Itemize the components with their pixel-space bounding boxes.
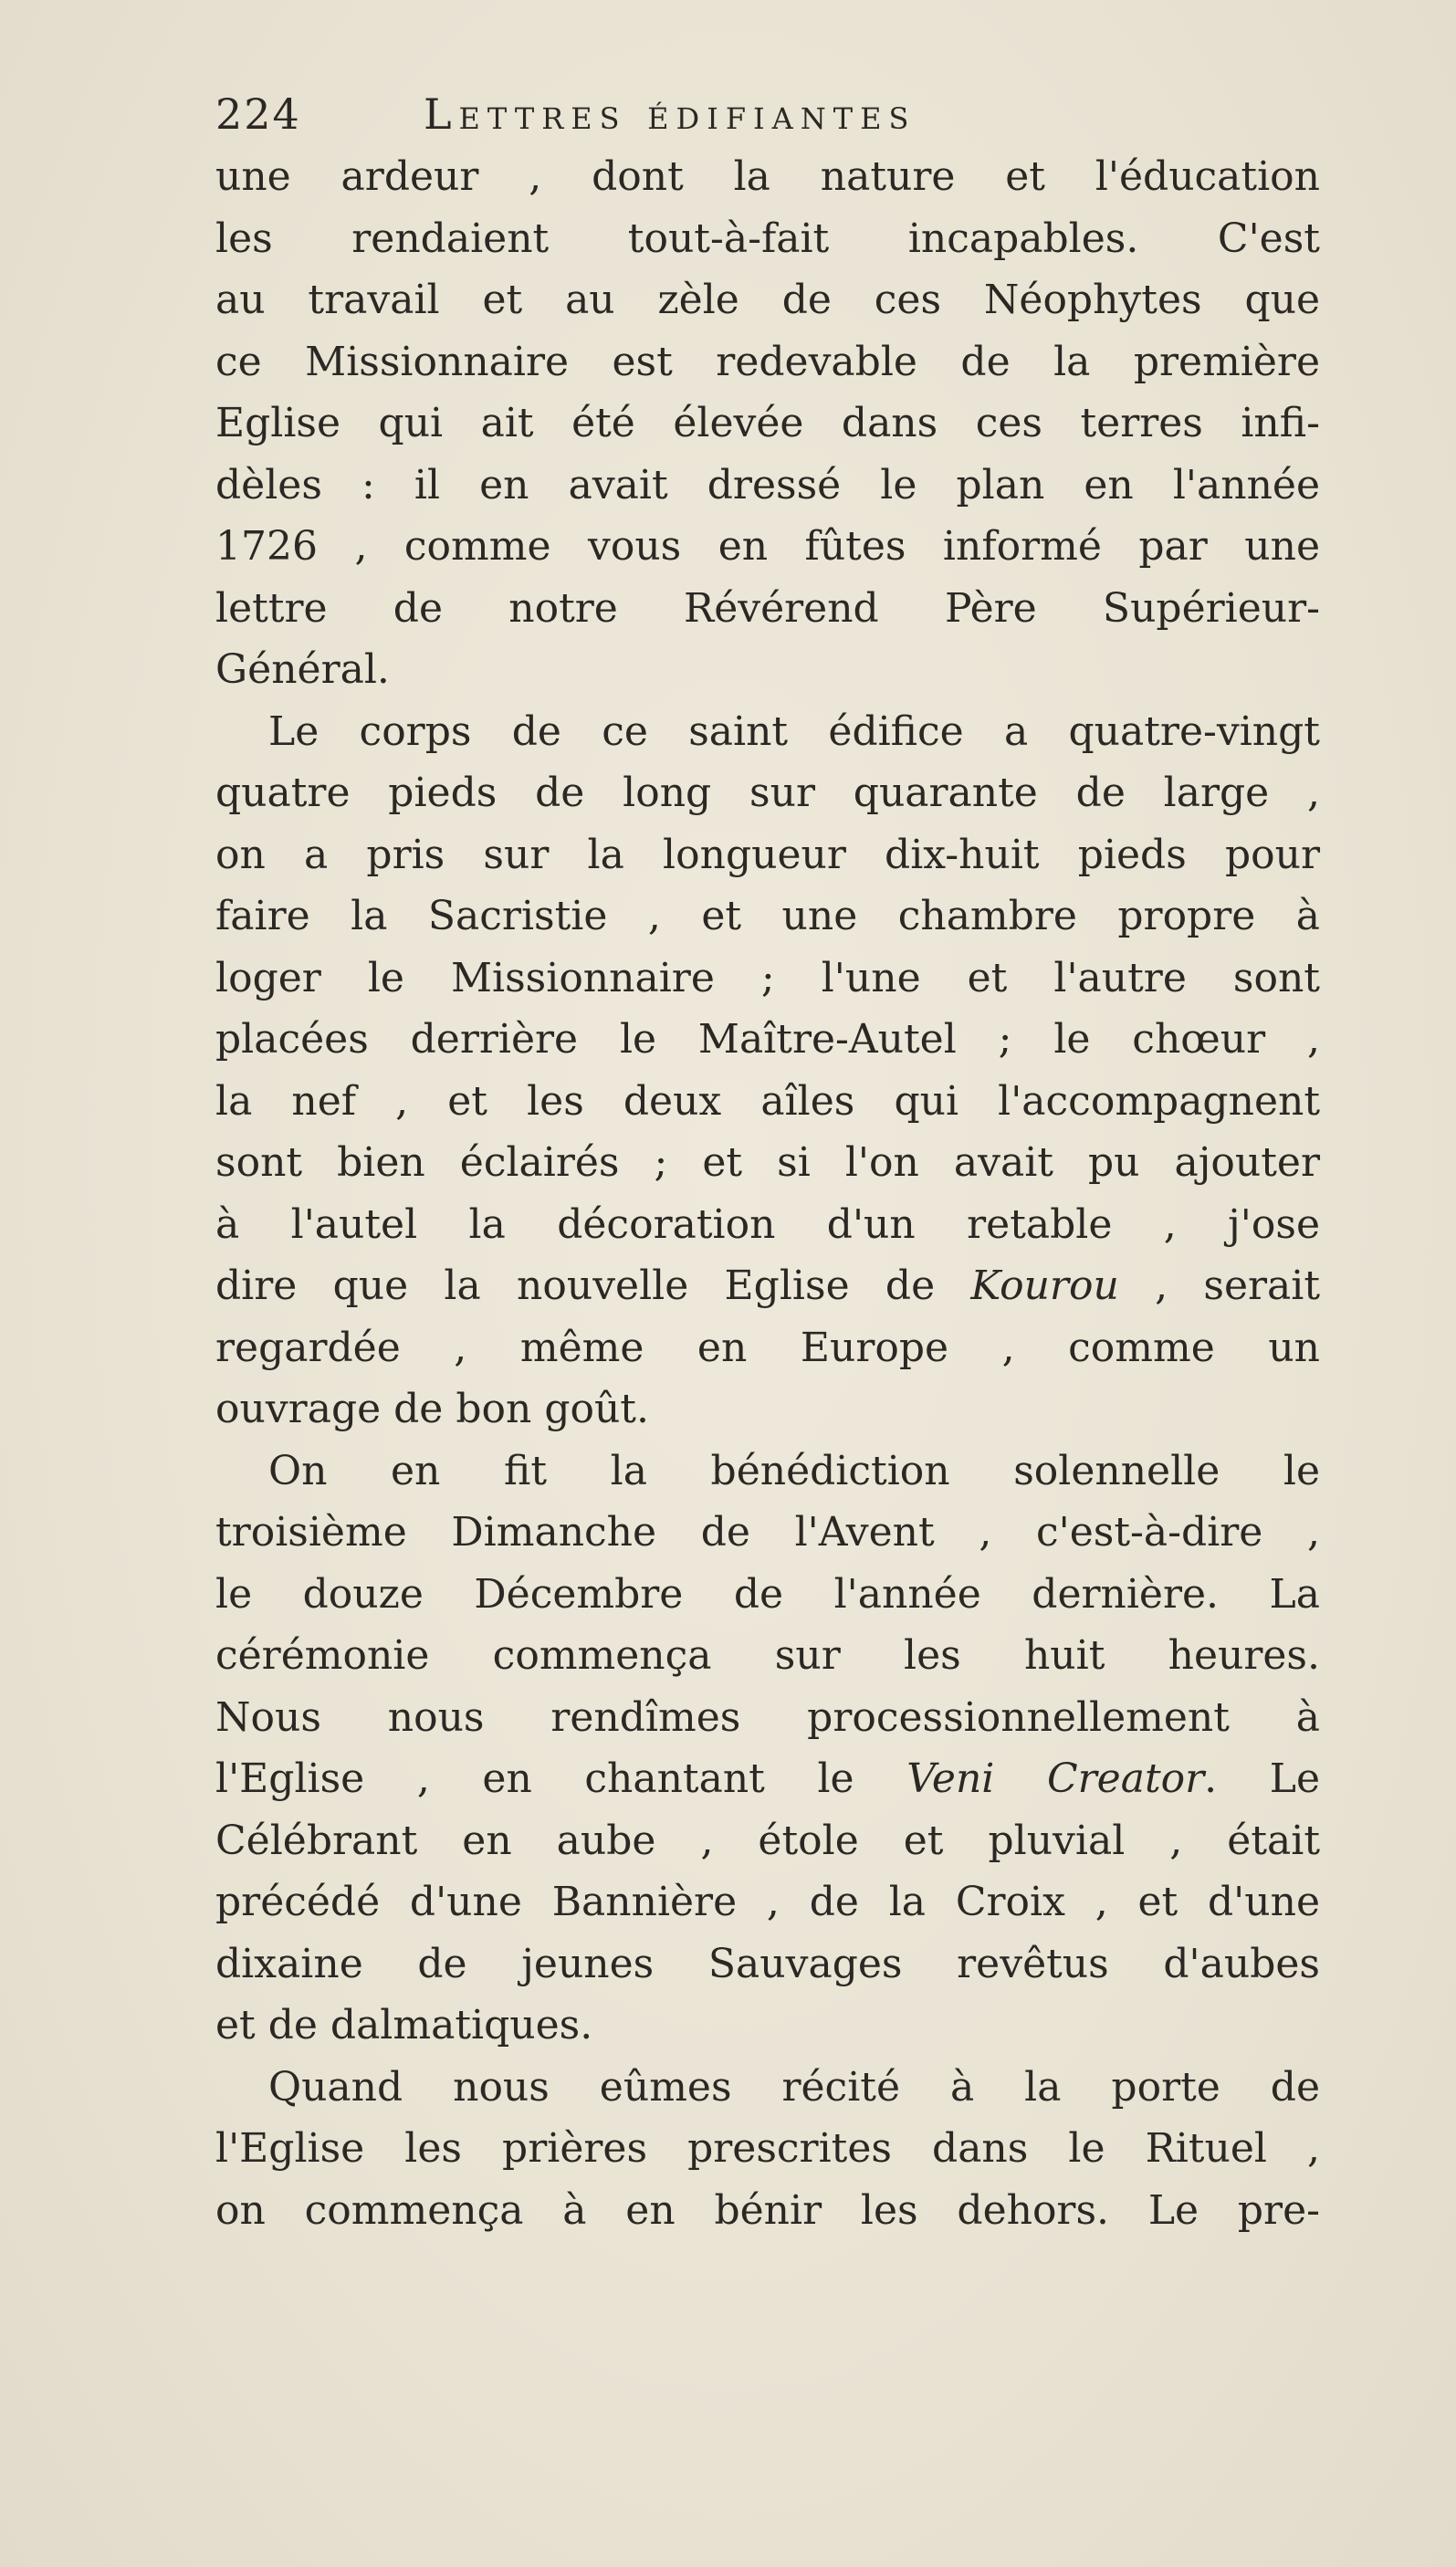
text-line: le douze Décembre de l'année dernière. La	[215, 1570, 1320, 1618]
text-line: la nef , et les deux aîles qui l'accompagnent	[215, 1077, 1320, 1125]
text-line: on commença à en bénir les dehors. Le pre-	[215, 2186, 1320, 2234]
text-line: précédé d'une Bannière , de la Croix , et d'une	[215, 1879, 1320, 1925]
paragraph-start-line: Quand nous eûmes récité à la porte de	[268, 2063, 1320, 2111]
text-line: Général.	[215, 646, 390, 693]
body-text	[215, 146, 1320, 2241]
text-line: loger le Missionnaire ; l'une et l'autre sont	[215, 954, 1320, 1001]
text-line: dèles : il en avait dressé le plan en l'année	[215, 461, 1320, 508]
paragraph-start-line: On en fit la bénédiction solennelle le	[268, 1447, 1320, 1494]
text-line: sont bien éclairés ; et si l'on avait pu ajouter	[215, 1139, 1320, 1186]
text-line: quatre pieds de long sur quarante de large ,	[215, 770, 1320, 816]
page-number: 224	[215, 89, 301, 139]
text-line: Nous nous rendîmes processionnellement à	[215, 1693, 1320, 1741]
text-line: une ardeur , dont la nature et l'éducation	[215, 153, 1320, 200]
text-line: troisième Dimanche de l'Avent , c'est-à-dire ,	[215, 1509, 1320, 1556]
paragraph-start-line: Le corps de ce saint édifice a quatre-vingt	[268, 707, 1320, 755]
text-line: ce Missionnaire est redevable de la première	[215, 338, 1320, 385]
text-line: faire la Sacristie , et une chambre propre à	[215, 893, 1320, 939]
text-line: au travail et au zèle de ces Néophytes que	[215, 277, 1320, 323]
text-line: l'Eglise , en chantant le Veni Creator. Le	[215, 1755, 1321, 1802]
text-line: les rendaient tout-à-fait incapables. C'est	[215, 215, 1320, 262]
text-line: on a pris sur la longueur dix-huit pieds pour	[215, 831, 1320, 878]
text-line: 1726 , comme vous en fûtes informé par une	[215, 523, 1320, 570]
page-header	[215, 89, 1320, 153]
text-line: placées derrière le Maître-Autel ; le chœur ,	[215, 1016, 1320, 1063]
text-line: l'Eglise les prières prescrites dans le Rituel ,	[215, 2125, 1320, 2172]
text-line: regardée , même en Europe , comme un	[215, 1324, 1320, 1371]
text-line: ouvrage de bon goût.	[215, 1386, 649, 1432]
text-line: à l'autel la décoration d'un retable , j'ose	[215, 1200, 1320, 1248]
italic-text: Kourou	[970, 1263, 1119, 1309]
text-line: et de dalmatiques.	[215, 2002, 593, 2048]
text-line: Célébrant en aube , étole et pluvial , était	[215, 1817, 1320, 1864]
italic-text: Veni Creator	[906, 1755, 1205, 1802]
text-line: Eglise qui ait été élevée dans ces terres infi-	[215, 400, 1320, 446]
text-line: dixaine de jeunes Sauvages revêtus d'aubes	[215, 1940, 1320, 1987]
text-line: dire que la nouvelle Eglise de Kourou , serait	[215, 1263, 1320, 1309]
text-line: lettre de notre Révérend Père Supérieur-	[215, 584, 1320, 632]
running-title: Lettres édifiantes	[424, 89, 917, 139]
text-line: cérémonie commença sur les huit heures.	[215, 1632, 1320, 1679]
